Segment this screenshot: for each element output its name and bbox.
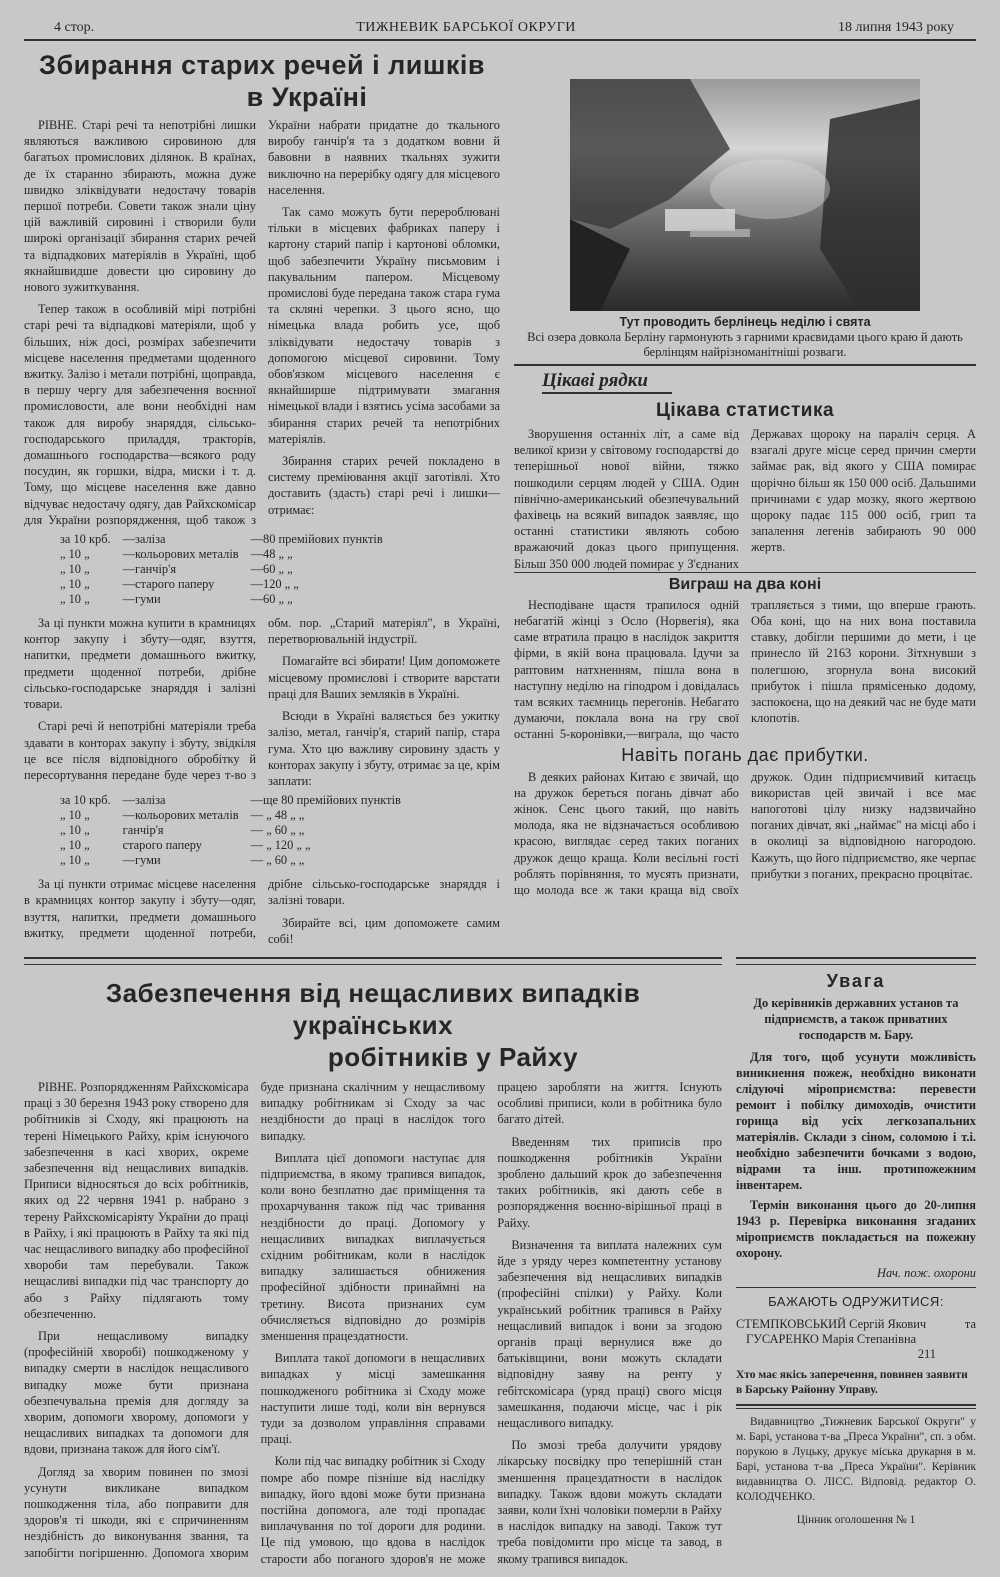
table-cell: — „ 60 „ „	[250, 853, 305, 868]
paragraph: За ці пункти отримає місцеве населення в крамницях контор закупу і збуту—одяг, взуття, напитки, предмети домашнього вжитку, предмети щоденної потреби, дрібне сільсько-господарське знаряддя і залізні товари.	[24, 877, 500, 940]
lake-photo-image	[570, 79, 920, 311]
rule	[736, 1287, 976, 1288]
table-cell: —заліза	[122, 532, 166, 547]
table-cell: „ 10 „	[60, 838, 90, 853]
paragraph: При нещасливому випадку (професійній хворобі) пошкодженому у випадку смерти в наслідок нещасливого випадку може бути признана обезпечувальна премія для догляду за хворим, допомоги хворому, допомоги у нещасливих випадках та допомоги для вдови, признана також для його сім'ї.	[24, 1328, 249, 1457]
stats-text	[514, 426, 976, 572]
table-cell: „ 10 „	[60, 577, 90, 592]
table-row	[54, 562, 389, 577]
issue-date: 18 липня 1943 року	[837, 20, 954, 35]
article1	[24, 49, 500, 947]
photo-caption-title: Тут проводить берлінець неділю і свята	[619, 315, 871, 329]
table-cell: „ 10 „	[60, 562, 90, 577]
paragraph: За ці пункти можна купити в крамницях контор закупу і збуту—одяг, взуття, напитки, предмети домашнього вжитку, предмети щоденної потреби, дрібне сільсько-господарське знаряддя і залізні товари.	[24, 616, 256, 712]
table-row	[54, 853, 407, 868]
rubric-title: Цікаві рядки	[542, 370, 672, 394]
paragraph: Старі речі й непотрібні матеріяли треба здавати в конторах закупу і збуту, звідкіля це все після відповідного обробітку й пересортування передане буде через т-во з обм. пор. „Старий матеріял", в Україні, перетворювальній індустрії.	[24, 616, 500, 782]
imprint-text: Видавництво „Тижневик Барської Округи" у м. Барі, установа т-ва „Преса України", сп. з обм. порукою в Луцьку, друкує міська друкарня в м. Барі, установа т-ва „Преса України". Керівник видавництва О. ЛІСС. Відповід. редактор О. КОЛОДЧЕНКО.	[736, 1415, 976, 1503]
article1-title-line2: в Україні	[246, 82, 368, 112]
table-row	[54, 793, 407, 808]
ad-price: Цінник оголошення № 1	[796, 1513, 916, 1526]
table-cell: —80 премійових пунктів	[250, 532, 383, 547]
notice-deadline: Термін виконання цього до 20-липня 1943 р. Перевірка виконання згаданих міроприємств покладається на пожежну охорону.	[736, 1197, 976, 1260]
paragraph: Введенням тих приписів про пошкодження робітників України зроблено дальший крок до забезпечення таких робітників, які дають себе в розпорядження воєнно-вірішньої праці в Райху.	[497, 1134, 722, 1230]
top-section	[24, 49, 976, 947]
table-cell: — „ 120 „ „	[250, 838, 311, 853]
groom-name: СТЕМПКОВСЬКИЙ Сергій Якович	[736, 1316, 927, 1331]
article2-body	[24, 1079, 722, 1567]
paragraph: Збирання старих речей покладено в систему преміювання акції заготівлі. Хто доставить (здасть) старі речі і лишки—отримає:	[268, 454, 500, 517]
table-cell: „ 10 „	[60, 592, 90, 607]
bottom-section	[24, 957, 976, 1567]
article1-section2	[24, 615, 500, 789]
article2-title-line2: робітників у Райху	[327, 1041, 579, 1072]
table-cell: —60 „ „	[250, 592, 293, 607]
paragraph: Догляд за хворим повинен по змозі усунути викликане випадком пошкодження тіла, або поправити для здоров'я ті шкоди, які є спричиненням нездібність до виконування звання, та запобігти погіршенню. Допомога хворим буде признана скалічним у нещасливому випадку робітникам зі Сходу за час нездібности до праці в наслідок того випадку.	[24, 1079, 486, 1560]
paragraph: Всюди в Україні валяється без ужитку залізо, метал, ганчір'я, старий папір, стара гума. Хто цю важливу сировину здасть у конторах закупу і збуту, отримає за це, крім заплати:	[268, 709, 500, 788]
marriage-announcement	[736, 1294, 976, 1398]
table-cell: —60 „ „	[250, 562, 293, 577]
paragraph: По змозі треба долучити урядову лікарську посвідку про теперішній стан зменшення працездатности в наслідок випадку. Також вдови можуть складати заяви, коли їхні чоловіки померли в Райху в наслідок випадку на заводі. Також тут треба повідомити про місце та завод, в якому трапився випадок.	[497, 1438, 722, 1566]
lake-photo	[570, 79, 920, 311]
premium-table-2	[54, 793, 407, 868]
article1-section3	[24, 876, 500, 947]
paragraph: Виплата такої допомоги в нещасливих випадках у місці замешкання пошкодженого робітника зі Сходу може наступити лише тоді, коли він вернувся туди за дозволом управління справами праці.	[260, 1351, 486, 1447]
table-cell: —заліза	[122, 793, 166, 808]
table-cell: — „ 48 „ „	[250, 808, 305, 823]
table-cell: —ганчір'я	[122, 562, 177, 577]
rule	[514, 572, 976, 573]
announcement-number: 211	[917, 1346, 936, 1361]
marriage-title: БАЖАЮТЬ ОДРУЖИТИСЯ:	[768, 1293, 944, 1309]
table-cell: — „ 60 „ „	[250, 823, 305, 838]
article2-title-line1: Забезпечення від нещасливих випадків українських	[105, 977, 641, 1040]
horses-title: Виграш на два коні	[668, 575, 822, 593]
article1-section1	[24, 117, 500, 528]
bride-name: ГУСАРЕНКО Марія Степанівна	[746, 1331, 917, 1346]
table-cell: —кольорових металів	[122, 547, 239, 562]
page-number: 4 стор.	[54, 20, 95, 35]
rule	[736, 1404, 976, 1409]
table-cell: ганчір'я	[122, 823, 164, 838]
photo-caption	[514, 315, 976, 360]
stats-title: Цікава статистика	[655, 400, 835, 421]
paragraph: РІВНЕ. Розпорядженням Райхскомісара праці з 30 березня 1943 року створено для робітників зі Сходу, які працюють на терені Німецького Райху, крім існуючого забезпечення в касі хворих, окреме забезпечення від нещасливих випадків. Приписи відносяться до всіх робітників, яких од 22 червня 1941 р. набрано з терену Райхскомісаріяту України до праці в Райху, і які працюють в Райху та які під час нещасливого випадку або професійної хвороби там перебували. Також нещасливі випадки під час транспорту до або з Райху підлягають тому обезпеченню.	[24, 1079, 249, 1321]
section-divider	[736, 957, 976, 965]
table-row	[54, 808, 407, 823]
paragraph: Помагайте всі збирати! Цим допоможете місцевому промислові і створите варстати праці для Ваших земляків в Україні.	[268, 654, 500, 701]
table-row	[54, 823, 407, 838]
paragraph: РІВНЕ. Старі речі та непотрібні лишки являються важливою сировиною для багатьох промислових ділянок. В країнах, де їх старанно збирають, можна дуже швидко зліквідувати недостачу товарів першої потреби. Совети також знали ціну цій важливій сировині і створили були широкі організації збирання старих речей та відпадкових матеріялів в Україні, щоб якнайшвидше довести цю сировину до нового зужиткування.	[24, 118, 256, 295]
notice-signature: Нач. пож. охорони	[877, 1265, 976, 1280]
ugly-text	[514, 769, 976, 899]
table-cell: —48 „ „	[250, 547, 293, 562]
table-cell: —гуми	[122, 853, 161, 868]
ugly-title: Навіть погань дає прибутки.	[621, 744, 869, 765]
fire-notice	[736, 970, 976, 1281]
notice-title: Увага	[826, 970, 886, 991]
table-cell: „ 10 „	[60, 823, 90, 838]
paragraph: Збирайте всі, цим допоможете самим собі!	[268, 915, 500, 946]
table-cell: —кольорових металів	[122, 808, 239, 823]
premium-table-1	[54, 532, 389, 607]
article1-title-line1: Збирання старих речей і лишків	[39, 50, 485, 80]
table-cell: „ 10 „	[60, 853, 90, 868]
imprint	[736, 1415, 976, 1528]
table-cell: за 10 крб.	[60, 793, 111, 808]
paragraph: Так само можуть бути перероблювані тільки в місцевих фабриках паперу і картону старий папір і картонові обломки, щоб забезпечити Україну письмовим і пакувальним папером. Місцевому промислові буде передана також стара гума та скляні черепки. З цього ясно, що німецька влада робить усе, щоб зліквідувати недостачу товарів з допомогою місцевої сировини. Тому обов'язком місцевого населення є якнайширше підтримувати змагання німецької влади і взятись усіма засобами за збирання старих речей та непотрібних матеріялів.	[268, 205, 500, 446]
table-cell: —старого паперу	[122, 577, 215, 592]
notice-body: Для того, щоб усунути можливість виникнення пожеж, необхідно виконати слідуючі міроприємства: перевести ремонт і побілку димоходів, очистити горища від усіх легкозапальних матеріялів. Склади з сіном, соломою і т.і. необхідно забезпечити бочками з водою, відрами та інш. протипожежним інвентарем.	[736, 1049, 976, 1192]
paragraph: Виплата цієї допомоги наступає для підприємства, в якому трапився випадок, коли воно безплатно дає приміщення та прохарчування також під час тривання нездібности до праці. Допомогу у нещасливих випадках виплачується східним робітникам, коли в наслідок випадку залишається обнижения професійної здібности принаймні на третину. Висота признаних сум обчисляється відповідно до розмірів зменшення працездатности.	[260, 1150, 486, 1343]
table-cell: старого паперу	[122, 838, 202, 853]
table-cell: „ 10 „	[60, 808, 90, 823]
paragraph: Тепер також в особливій мірі потрібні старі речі та відпадкові матеріяли, щоб у більших, ніж досі, розмірах забезпечити місцеве населення предметами щоденного вжитку. Залізо і метали потрібні, щоправда, в першу чергу для забезпечення воєнної промисловости, але вони необхідні нам також для виробу знаряддя, сільсько-господарського приладдя, тракторів, домашнього господарства—всякого роду посудин, як горшки, відра, миски і т. д. Тому, що місцеве населення вже давно відчуває недостачу одягу, дав Райхскомісар для України розпорядження, щоб також з України набрати придатне до ткального виробу ганчір'я та з додатком вовни й бавовни в наявних ткальнях зужити виключно на перерібку одягу для місцевого населення.	[24, 118, 500, 527]
page-header	[24, 20, 976, 36]
right-box	[736, 957, 976, 1567]
newspaper-page	[24, 0, 976, 1577]
newspaper-title: ТИЖНЕВИК БАРСЬКОЇ ОКРУГИ	[356, 20, 576, 35]
table-row	[54, 532, 389, 547]
table-row	[54, 592, 389, 607]
horses-text	[514, 597, 976, 743]
photo-caption-text: Всі озера довкола Берліну гармонують з гарними краєвидами цього краю й дають берлінцям найрізноманітніші розваги.	[527, 330, 963, 359]
table-row	[54, 577, 389, 592]
table-cell: —гуми	[122, 592, 161, 607]
rule	[514, 364, 976, 366]
conjunction: та	[964, 1316, 976, 1331]
paragraph: Визначення та виплата належних сум йде з уряду через компетентну установу забезпечення від нещасливих випадків (професійні спілки) у Райху. Коли український робітник трапився в Райху нещасливий випадок і вони за згодою органів праці вернулися вже до батьківщини, вони можуть складати відповідну заяву на ренту у гебітскомісара (уряд праці) свого місця замешкання, подаючи місце, час і рік нещасливого випадку.	[497, 1237, 722, 1430]
objection-note: Хто має якісь заперечення, повинен заявити в Барську Районну Управу.	[736, 1368, 968, 1396]
table-cell: „ 10 „	[60, 547, 90, 562]
paragraph: В деяких районах Китаю є звичай, що на дружок береться погань дівчат або жінок. Сенс цього такий, що навіть молода, яка не відзначається особливою красою, виглядає серед таких поганих дружок дещо краща. Коли весільні гості роблять порівняння, то мусять признати, що молода все ж таки краща від своїх дружок. Один підприємчивий китаєць використав цей звичай і все має напоготові цілу низку надзвичайно поганих дівчат, які „наймає" на місці або і в околиці за відповідною нагородою. Кажуть, що його підприємство, яке черпає прибутки з поганих, прекрасно процвітає.	[514, 769, 976, 898]
table-row	[54, 547, 389, 562]
table-cell: —ще 80 премійових пунктів	[250, 793, 401, 808]
table-row	[54, 838, 407, 853]
paragraph: Несподіване щастя трапилося одній небагатій жінці з Осло (Норвегія), яка саме втратила працю в наслідок закриття фірми, в якій вона працювала. Ідучи за раптовим натхненням, пішла вона в наступну неділю на гіподром і довідалась там всяких таємниць перегонів. Небагато думаючи, поклала вона на гру свої останні 5-коронівки,—виграла, що часто трапляється з тими, що вперше грають. Оба коні, що на них вона поставила ставку, добігли першими до мети, і це принесло їй 2163 корони. Зітхнувши з полегшою, згорнула вона високий прибуток і пішла прямісенько додому, заспокоєна, що на деякий час не буде мати клопотів.	[514, 597, 976, 742]
table-cell: за 10 крб.	[60, 532, 111, 547]
notice-addressee: До керівників державних установ та підприємств, а також приватних господарств м. Бару.	[753, 995, 959, 1042]
paragraph: Коли під час випадку робітник зі Сходу помре або помре пізніше від наслідку випадку, його вдові може бути признана постійна допомога, але тоді пропадає виплачування по тої дороги для родини. Це під умовою, що вдова в наслідок старости або поганого здоров'я не може працею заробляти на життя. Існують особливі приписи, коли в робітника було багато дітей.	[260, 1079, 722, 1566]
header-rule	[24, 39, 976, 41]
section-divider	[24, 957, 722, 965]
table-cell: —120 „ „	[250, 577, 299, 592]
article2	[24, 957, 722, 1567]
paragraph: Зворушення останніх літ, а саме від великої кризи у світовому господарстві до теперішньої нової війни, тяжко пошкодили серцям людей у США. Один північно-американський обезпечувальний фахівець на всякий випадок заявляє, що останні статистики являють собою вражаючий доказ цього припущення. Більш 350 000 людей помирає у З'єднаних Державах щороку на параліч серця. А взагалі друге місце серед причин смерти займає рак, від якого у США помирає щорічно більш як 150 000 осіб. Дальшими причинами є удар мозку, якого жертвою щороку падає 115 000 осіб, грип та запалення легенів забирають 90 000 жертв.	[514, 427, 976, 571]
right-column	[514, 49, 976, 947]
